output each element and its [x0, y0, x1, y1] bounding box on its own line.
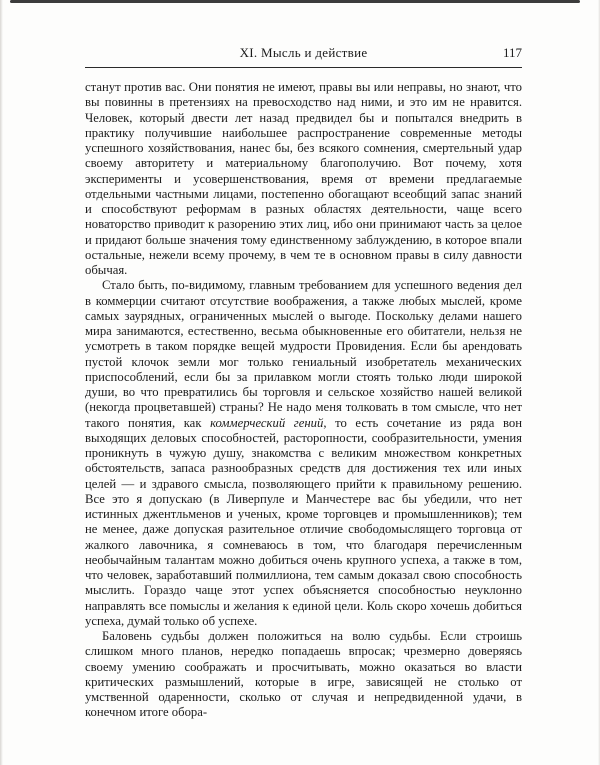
- scan-edge-artifact: [10, 0, 580, 3]
- text-segment: станут против вас. Они понятия не имеют, правы вы или неправы, но знают, что вы повинны в претензиях на превосходство над ними, и это им не нравится. Человек, который двести лет назад предвидел бы и попытался внедрить в практику получившие наибольшее распространение современные методы успешного хозяйствования, нанес бы, без всякого сомнения, смертельный удар своему авторитету и материальному благополучию. Вот почему, хотя эксперименты и усовершенствования, время от времени предлагаемые отдельными частными лицами, постепенно обогащают всеобщий запас знаний и способствуют реформам в разных областях деятельности, чаще всего новаторство приводит к разорению этих лиц, ибо они принимают часть за целое и придают больше значения тому единственному заблуждению, в которое впали остальные, нежели всему прочему, в чем те в основном правы в силу давности обычая.: [85, 80, 522, 277]
- text-segment: Стало быть, по-видимому, главным требованием для успешного ведения дел в коммерции считают отсутствие воображения, а также любых мыслей, кроме самых заурядных, ограниченных мыслей о выгоде. Поскольку делами нашего мира занимаются, естественно, весьма обыкновенные его обитатели, нельзя не усмотреть в таком порядке вещей мудрости Провидения. Если бы арендовать пустой клочок земли мог только гениальный изобретатель механических приспособлений, если бы за прилавком могли стоять только люди широкой души, во что превратились бы торговля и сельское хозяйство нашей великой (некогда процветавшей) страны? Не надо меня толковать в том смысле, что нет такого понятия, как: [85, 278, 522, 430]
- text-segment: , то есть сочетание из ряда вон выходящих деловых способностей, расторопности, сообразительности, умения проникнуть в чужую душу, знакомства с великим множеством конкретных обстоятельств, запаса разнообразных средств для достижения тех или иных целей — и здравого смысла, позволяющего прийти к правильному решению. Все это я допускаю (в Ливерпуле и Манчестере вас бы убедили, что нет истинных джентльменов и ученых, кроме торговцев и промышленников); тем не менее, даже допуская разительное отличие свободомыслящего торговца от жалкого лавочника, я сомневаюсь в том, что благодаря перечисленным необычайным талантам можно добиться очень крупного успеха, а также в том, что человек, заработавший полмиллиона, тем самым доказал свою способность мыслить. Гораздо чаще этот успех объясняется способностью неуклонно направлять все помыслы и желания к единой цели. Коль скоро хочешь добиться успеха, думай только об успехе.: [85, 415, 522, 628]
- running-head: [85, 44, 522, 62]
- paragraph: [85, 278, 522, 629]
- header-rule: [85, 67, 522, 68]
- text-block: [85, 44, 522, 721]
- page-paragraphs: [85, 80, 522, 721]
- scan-left-edge: [0, 0, 3, 765]
- page-number: 117: [502, 45, 522, 60]
- text-segment: Баловень судьбы должен положиться на волю судьбы. Если строишь слишком много планов, нередко попадаешь впросак; чрезмерно доверяясь своему умению соображать и просчитывать, можно оказаться во власти критических размышлений, которые в игре, зависящей не столько от умственной одаренности, сколько от случая и непредвиденной удачи, в конечном итоге обора-: [85, 629, 522, 720]
- paragraph: [85, 80, 522, 278]
- paragraph: [85, 629, 522, 721]
- chapter-title: XI. Мысль и действие: [239, 45, 368, 60]
- italic-phrase: коммерческий гений: [210, 415, 324, 430]
